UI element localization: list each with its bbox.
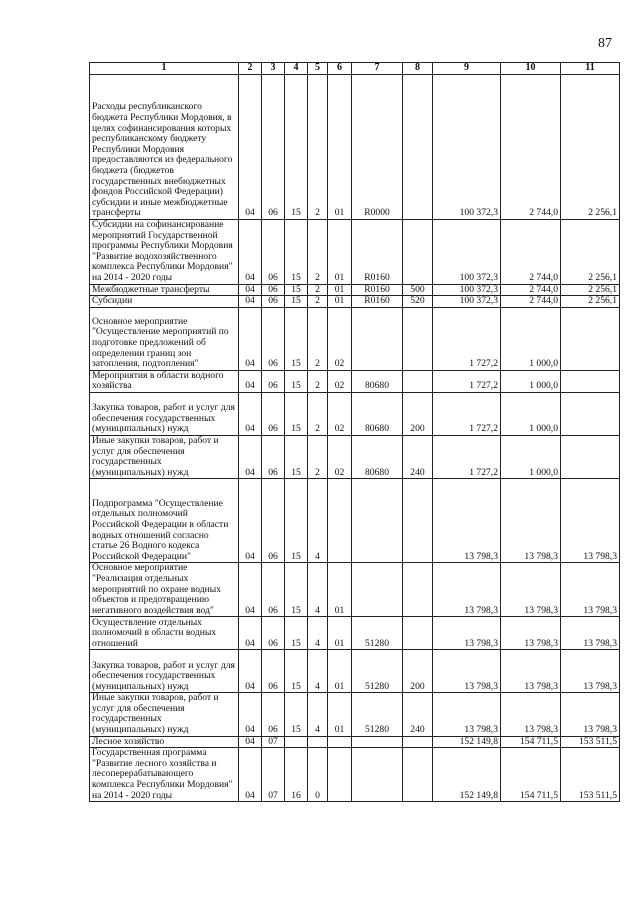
cell-section: 04 <box>239 650 262 693</box>
cell-amount-2020: 13 798,3 <box>561 617 620 650</box>
cell-expense-code: R0160 <box>352 220 403 285</box>
cell-expense-code: 51280 <box>352 617 403 650</box>
cell-amount-2019: 2 744,0 <box>501 284 561 296</box>
cell-subprogram: 4 <box>308 693 328 736</box>
cell-activity <box>328 736 352 748</box>
cell-section: 04 <box>239 75 262 220</box>
cell-expense-code: 51280 <box>352 650 403 693</box>
cell-amount-2020: 13 798,3 <box>561 563 620 617</box>
cell-amount-2018: 152 149,8 <box>433 748 501 802</box>
cell-amount-2018: 100 372,3 <box>433 220 501 285</box>
cell-amount-2018: 100 372,3 <box>433 296 501 308</box>
cell-subsection: 06 <box>262 307 285 370</box>
cell-program: 15 <box>285 479 308 563</box>
cell-activity: 01 <box>328 296 352 308</box>
cell-subsection: 06 <box>262 563 285 617</box>
cell-name: Мероприятия в области водного хозяйства <box>90 370 239 392</box>
cell-program: 15 <box>285 296 308 308</box>
cell-expense-code: 80680 <box>352 435 403 478</box>
cell-expense-type <box>403 75 433 220</box>
cell-section: 04 <box>239 617 262 650</box>
cell-program: 15 <box>285 307 308 370</box>
cell-program: 15 <box>285 284 308 296</box>
cell-expense-code: 51280 <box>352 693 403 736</box>
column-header-activity: 6 <box>328 63 352 75</box>
table-row <box>90 563 620 617</box>
cell-amount-2020 <box>561 392 620 435</box>
cell-program: 15 <box>285 75 308 220</box>
cell-expense-type <box>403 617 433 650</box>
cell-expense-code: R0160 <box>352 296 403 308</box>
cell-amount-2018: 13 798,3 <box>433 563 501 617</box>
column-header-amount-2019: 10 <box>501 63 561 75</box>
cell-section: 04 <box>239 370 262 392</box>
cell-expense-code: 80680 <box>352 370 403 392</box>
cell-section: 04 <box>239 392 262 435</box>
table-row <box>90 479 620 563</box>
budget-table <box>89 62 620 802</box>
cell-amount-2018: 100 372,3 <box>433 75 501 220</box>
cell-expense-code <box>352 479 403 563</box>
cell-section: 04 <box>239 220 262 285</box>
page-number: 87 <box>598 36 612 51</box>
cell-expense-type <box>403 479 433 563</box>
column-header-section: 2 <box>239 63 262 75</box>
table-row <box>90 392 620 435</box>
cell-amount-2020 <box>561 435 620 478</box>
cell-amount-2019: 1 000,0 <box>501 370 561 392</box>
cell-name: Субсидии на софинансирование мероприятий Государственной программы Республики Мордовия "Развитие водохозяйственного комплекса Республики Мордовия" на 2014 - 2020 годы <box>90 220 239 285</box>
cell-amount-2019: 1 000,0 <box>501 435 561 478</box>
cell-activity <box>328 748 352 802</box>
cell-expense-code: R0160 <box>352 284 403 296</box>
cell-activity: 01 <box>328 617 352 650</box>
column-header-amount-2018: 9 <box>433 63 501 75</box>
cell-amount-2019: 2 744,0 <box>501 296 561 308</box>
cell-section: 04 <box>239 479 262 563</box>
cell-name: Лесное хозяйство <box>90 736 239 748</box>
cell-expense-type <box>403 220 433 285</box>
cell-amount-2019: 2 744,0 <box>501 75 561 220</box>
cell-amount-2020: 13 798,3 <box>561 650 620 693</box>
cell-subsection: 06 <box>262 220 285 285</box>
table-header-row <box>90 63 620 75</box>
cell-activity: 02 <box>328 370 352 392</box>
cell-name: Государственная программа "Развитие лесного хозяйства и лесоперерабатывающего комплекса Республики Мордовия" на 2014 - 2020 годы <box>90 748 239 802</box>
cell-amount-2018: 1 727,2 <box>433 307 501 370</box>
column-header-subsection: 3 <box>262 63 285 75</box>
cell-expense-type <box>403 748 433 802</box>
cell-expense-type <box>403 370 433 392</box>
table-row <box>90 220 620 285</box>
cell-subprogram <box>308 736 328 748</box>
cell-amount-2020: 13 798,3 <box>561 693 620 736</box>
cell-name: Расходы республиканского бюджета Республики Мордовия, в целях софинансирования которых республиканскому бюджету Республики Мордовия предоставляются из федерального бюджета (бюджетов государственных внебюджетных фондов Российской Федерации) субсидии и иные межбюджетные трансферты <box>90 75 239 220</box>
cell-expense-type <box>403 307 433 370</box>
table-row <box>90 296 620 308</box>
cell-subprogram: 4 <box>308 617 328 650</box>
cell-expense-type <box>403 563 433 617</box>
cell-activity: 02 <box>328 307 352 370</box>
cell-expense-type: 200 <box>403 650 433 693</box>
cell-activity: 01 <box>328 650 352 693</box>
cell-amount-2020: 13 798,3 <box>561 479 620 563</box>
cell-subprogram: 4 <box>308 563 328 617</box>
cell-section: 04 <box>239 693 262 736</box>
cell-amount-2019: 13 798,3 <box>501 650 561 693</box>
cell-activity: 02 <box>328 392 352 435</box>
cell-amount-2019: 154 711,5 <box>501 748 561 802</box>
cell-name: Межбюджетные трансферты <box>90 284 239 296</box>
cell-amount-2020: 2 256,1 <box>561 220 620 285</box>
cell-expense-type: 200 <box>403 392 433 435</box>
cell-expense-type: 240 <box>403 693 433 736</box>
cell-amount-2018: 152 149,8 <box>433 736 501 748</box>
cell-subsection: 06 <box>262 284 285 296</box>
cell-expense-type <box>403 736 433 748</box>
cell-expense-code: R0000 <box>352 75 403 220</box>
table-row <box>90 435 620 478</box>
cell-subprogram: 2 <box>308 370 328 392</box>
cell-subprogram: 2 <box>308 220 328 285</box>
cell-expense-code <box>352 748 403 802</box>
table-row <box>90 748 620 802</box>
cell-subprogram: 2 <box>308 435 328 478</box>
cell-subsection: 06 <box>262 296 285 308</box>
cell-subprogram: 0 <box>308 748 328 802</box>
cell-program: 15 <box>285 563 308 617</box>
cell-amount-2019: 1 000,0 <box>501 307 561 370</box>
table-row <box>90 75 620 220</box>
cell-expense-type: 500 <box>403 284 433 296</box>
cell-subsection: 06 <box>262 693 285 736</box>
cell-name: Осуществление отдельных полномочий в области водных отношений <box>90 617 239 650</box>
cell-activity: 01 <box>328 563 352 617</box>
cell-subsection: 06 <box>262 650 285 693</box>
column-header-subprogram: 5 <box>308 63 328 75</box>
cell-expense-code: 80680 <box>352 392 403 435</box>
cell-amount-2020: 153 511,5 <box>561 748 620 802</box>
cell-subsection: 06 <box>262 617 285 650</box>
cell-activity: 02 <box>328 435 352 478</box>
table-row <box>90 693 620 736</box>
cell-subsection: 06 <box>262 392 285 435</box>
cell-amount-2019: 2 744,0 <box>501 220 561 285</box>
cell-section: 04 <box>239 296 262 308</box>
cell-section: 04 <box>239 307 262 370</box>
cell-expense-type: 520 <box>403 296 433 308</box>
cell-program: 15 <box>285 617 308 650</box>
cell-name: Закупка товаров, работ и услуг для обеспечения государственных (муниципальных) нужд <box>90 392 239 435</box>
cell-amount-2020: 153 511,5 <box>561 736 620 748</box>
cell-amount-2020: 2 256,1 <box>561 284 620 296</box>
table-row <box>90 736 620 748</box>
cell-amount-2020: 2 256,1 <box>561 296 620 308</box>
cell-subprogram: 2 <box>308 75 328 220</box>
cell-subprogram: 4 <box>308 479 328 563</box>
cell-amount-2018: 1 727,2 <box>433 370 501 392</box>
cell-name: Подпрограмма "Осуществление отдельных полномочий Российской Федерации в области водных отношений согласно статье 26 Водного кодекса Российской Федерации" <box>90 479 239 563</box>
cell-activity: 01 <box>328 75 352 220</box>
cell-expense-code <box>352 563 403 617</box>
cell-amount-2019: 13 798,3 <box>501 617 561 650</box>
cell-section: 04 <box>239 736 262 748</box>
cell-subprogram: 2 <box>308 307 328 370</box>
cell-subsection: 06 <box>262 435 285 478</box>
table-row <box>90 284 620 296</box>
cell-subprogram: 2 <box>308 284 328 296</box>
cell-activity: 01 <box>328 284 352 296</box>
cell-subsection: 06 <box>262 370 285 392</box>
cell-subsection: 07 <box>262 736 285 748</box>
cell-amount-2019: 13 798,3 <box>501 479 561 563</box>
cell-subprogram: 4 <box>308 650 328 693</box>
cell-amount-2018: 13 798,3 <box>433 693 501 736</box>
cell-activity: 01 <box>328 220 352 285</box>
cell-expense-type: 240 <box>403 435 433 478</box>
column-header-amount-2020: 11 <box>561 63 620 75</box>
cell-subsection: 07 <box>262 748 285 802</box>
table-row <box>90 617 620 650</box>
cell-amount-2019: 1 000,0 <box>501 392 561 435</box>
table-row <box>90 307 620 370</box>
cell-program: 15 <box>285 693 308 736</box>
column-header-program: 4 <box>285 63 308 75</box>
cell-subsection: 06 <box>262 479 285 563</box>
cell-amount-2020 <box>561 370 620 392</box>
cell-program: 15 <box>285 650 308 693</box>
cell-program: 15 <box>285 220 308 285</box>
cell-expense-code <box>352 736 403 748</box>
column-header-name: 1 <box>90 63 239 75</box>
cell-name: Основное мероприятие "Реализация отдельных мероприятий по охране водных объектов и предотвращению негативного воздействия вод" <box>90 563 239 617</box>
cell-program: 15 <box>285 392 308 435</box>
table-row <box>90 370 620 392</box>
cell-program: 15 <box>285 370 308 392</box>
cell-program: 15 <box>285 435 308 478</box>
cell-section: 04 <box>239 435 262 478</box>
cell-name: Иные закупки товаров, работ и услуг для обеспечения государственных (муниципальных) нужд <box>90 435 239 478</box>
table-row <box>90 650 620 693</box>
cell-activity: 01 <box>328 693 352 736</box>
cell-amount-2019: 13 798,3 <box>501 693 561 736</box>
cell-amount-2020: 2 256,1 <box>561 75 620 220</box>
cell-amount-2018: 100 372,3 <box>433 284 501 296</box>
cell-section: 04 <box>239 748 262 802</box>
cell-name: Основное мероприятие "Осуществление мероприятий по подготовке предложений об определении границ зон затопления, подтопления" <box>90 307 239 370</box>
cell-expense-code <box>352 307 403 370</box>
cell-amount-2019: 154 711,5 <box>501 736 561 748</box>
cell-name: Субсидии <box>90 296 239 308</box>
cell-section: 04 <box>239 284 262 296</box>
cell-subsection: 06 <box>262 75 285 220</box>
cell-amount-2018: 13 798,3 <box>433 479 501 563</box>
cell-amount-2019: 13 798,3 <box>501 563 561 617</box>
cell-subprogram: 2 <box>308 296 328 308</box>
cell-amount-2018: 13 798,3 <box>433 617 501 650</box>
cell-section: 04 <box>239 563 262 617</box>
cell-subprogram: 2 <box>308 392 328 435</box>
cell-amount-2018: 13 798,3 <box>433 650 501 693</box>
cell-amount-2020 <box>561 307 620 370</box>
cell-activity <box>328 479 352 563</box>
cell-program: 16 <box>285 748 308 802</box>
cell-name: Закупка товаров, работ и услуг для обеспечения государственных (муниципальных) нужд <box>90 650 239 693</box>
table-body <box>90 75 620 802</box>
cell-name: Иные закупки товаров, работ и услуг для обеспечения государственных (муниципальных) нужд <box>90 693 239 736</box>
cell-program <box>285 736 308 748</box>
cell-amount-2018: 1 727,2 <box>433 392 501 435</box>
cell-amount-2018: 1 727,2 <box>433 435 501 478</box>
column-header-expense-type: 8 <box>403 63 433 75</box>
column-header-expense-code: 7 <box>352 63 403 75</box>
